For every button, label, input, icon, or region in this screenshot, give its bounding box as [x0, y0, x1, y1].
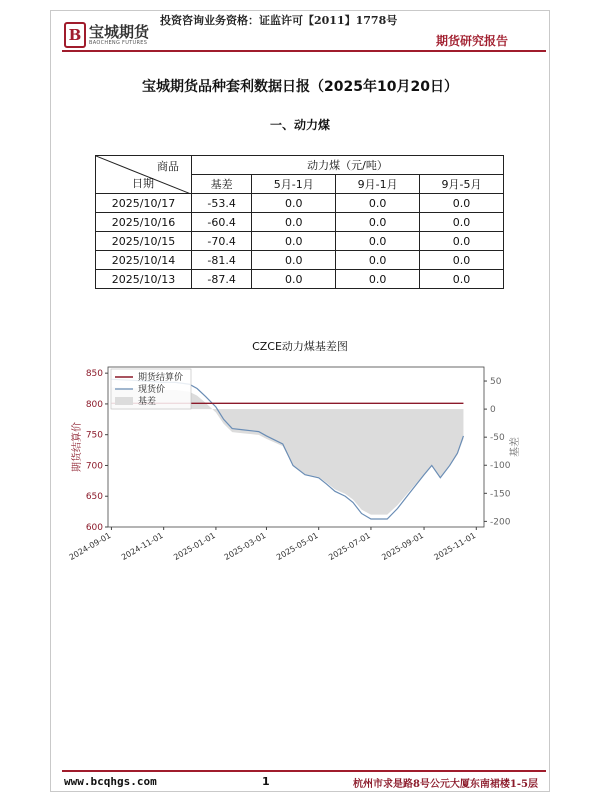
y-tick-label: 600 — [85, 523, 103, 533]
value-cell: 0.0 — [420, 194, 504, 213]
logo-name-en: BAOCHENG FUTURES — [89, 39, 148, 46]
value-cell: 0.0 — [252, 213, 336, 232]
table-row — [96, 270, 504, 289]
x-tick-label: 2025-09-01 — [380, 530, 426, 562]
value-cell: 0.0 — [420, 251, 504, 270]
company-logo — [64, 22, 149, 48]
column-header: 9月-5月 — [420, 175, 504, 194]
footer-website: www.bcqhgs.com — [64, 775, 157, 788]
value-cell: 0.0 — [252, 251, 336, 270]
y-tick-label: 700 — [85, 461, 103, 472]
logo-mark: B — [64, 22, 86, 48]
value-cell: 0.0 — [336, 270, 420, 289]
footer-address: 杭州市求是路8号公元大厦东南裙楼1-5层 — [352, 779, 538, 790]
value-cell: -53.4 — [192, 194, 252, 213]
value-cell: -60.4 — [192, 213, 252, 232]
value-cell: 0.0 — [336, 213, 420, 232]
corner-label-date: 日期 — [132, 177, 154, 190]
date-cell: 2025/10/15 — [96, 232, 192, 251]
value-cell: -87.4 — [192, 270, 252, 289]
y2-tick-label: -200 — [490, 517, 511, 528]
value-cell: 0.0 — [252, 232, 336, 251]
x-tick-label: 2024-11-01 — [119, 530, 165, 562]
corner-label-commodity: 商品 — [157, 160, 179, 173]
date-cell: 2025/10/14 — [96, 251, 192, 270]
value-cell: 0.0 — [252, 270, 336, 289]
y-tick-label: 650 — [85, 492, 103, 503]
column-header: 基差 — [192, 175, 252, 194]
value-cell: -70.4 — [192, 232, 252, 251]
y2-tick-label: 50 — [490, 377, 502, 388]
header-notice: 投资咨询业务资格：证监许可【2011】1778号 — [160, 14, 398, 27]
value-cell: -81.4 — [192, 251, 252, 270]
value-cell: 0.0 — [420, 232, 504, 251]
y2-axis-label: 基差 — [510, 437, 521, 457]
table-row — [96, 213, 504, 232]
legend-label: 期货结算价 — [138, 373, 184, 383]
spread-table — [95, 155, 504, 289]
x-tick-label: 2024-09-01 — [67, 530, 113, 562]
y2-tick-label: 0 — [490, 405, 496, 416]
logo-name-cn: 宝城期货 — [89, 22, 150, 41]
legend-label: 基差 — [138, 397, 157, 407]
x-tick-label: 2025-01-01 — [172, 530, 217, 562]
y-tick-label: 850 — [85, 369, 103, 380]
page-number: 1 — [262, 775, 270, 788]
table-row — [96, 232, 504, 251]
value-cell: 0.0 — [420, 213, 504, 232]
legend-label: 现货价 — [138, 385, 166, 395]
group-header: 动力煤（元/吨） — [192, 156, 504, 175]
y2-tick-label: -150 — [490, 489, 511, 500]
footer-divider — [62, 770, 546, 772]
table-row — [96, 194, 504, 213]
chart-legend — [111, 369, 191, 409]
x-tick-label: 2025-11-01 — [432, 530, 478, 562]
report-title: 宝城期货品种套利数据日报（2025年10月20日） — [142, 79, 458, 95]
date-cell: 2025/10/16 — [96, 213, 192, 232]
report-type: 期货研究报告 — [435, 34, 508, 48]
y2-tick-label: -50 — [490, 433, 505, 444]
x-tick-label: 2025-07-01 — [327, 530, 372, 562]
x-tick-label: 2025-05-01 — [274, 530, 320, 562]
y2-tick-label: -100 — [490, 461, 511, 472]
date-cell: 2025/10/17 — [96, 194, 192, 213]
value-cell: 0.0 — [336, 251, 420, 270]
value-cell: 0.0 — [252, 194, 336, 213]
header-divider — [62, 50, 546, 52]
chart-title: CZCE动力煤基差图 — [252, 340, 348, 353]
section-heading: 一、动力煤 — [269, 118, 330, 132]
x-tick-label: 2025-03-01 — [222, 530, 268, 562]
y-tick-label: 800 — [85, 399, 103, 410]
corner-cell — [96, 156, 192, 194]
value-cell: 0.0 — [336, 194, 420, 213]
y-axis-label: 期货结算价 — [72, 422, 83, 472]
basis-chart — [60, 355, 530, 570]
value-cell: 0.0 — [336, 232, 420, 251]
legend-swatch — [115, 397, 133, 405]
y-tick-label: 750 — [85, 430, 103, 441]
column-header: 5月-1月 — [252, 175, 336, 194]
table-row — [96, 251, 504, 270]
date-cell: 2025/10/13 — [96, 270, 192, 289]
column-header: 9月-1月 — [336, 175, 420, 194]
value-cell: 0.0 — [420, 270, 504, 289]
